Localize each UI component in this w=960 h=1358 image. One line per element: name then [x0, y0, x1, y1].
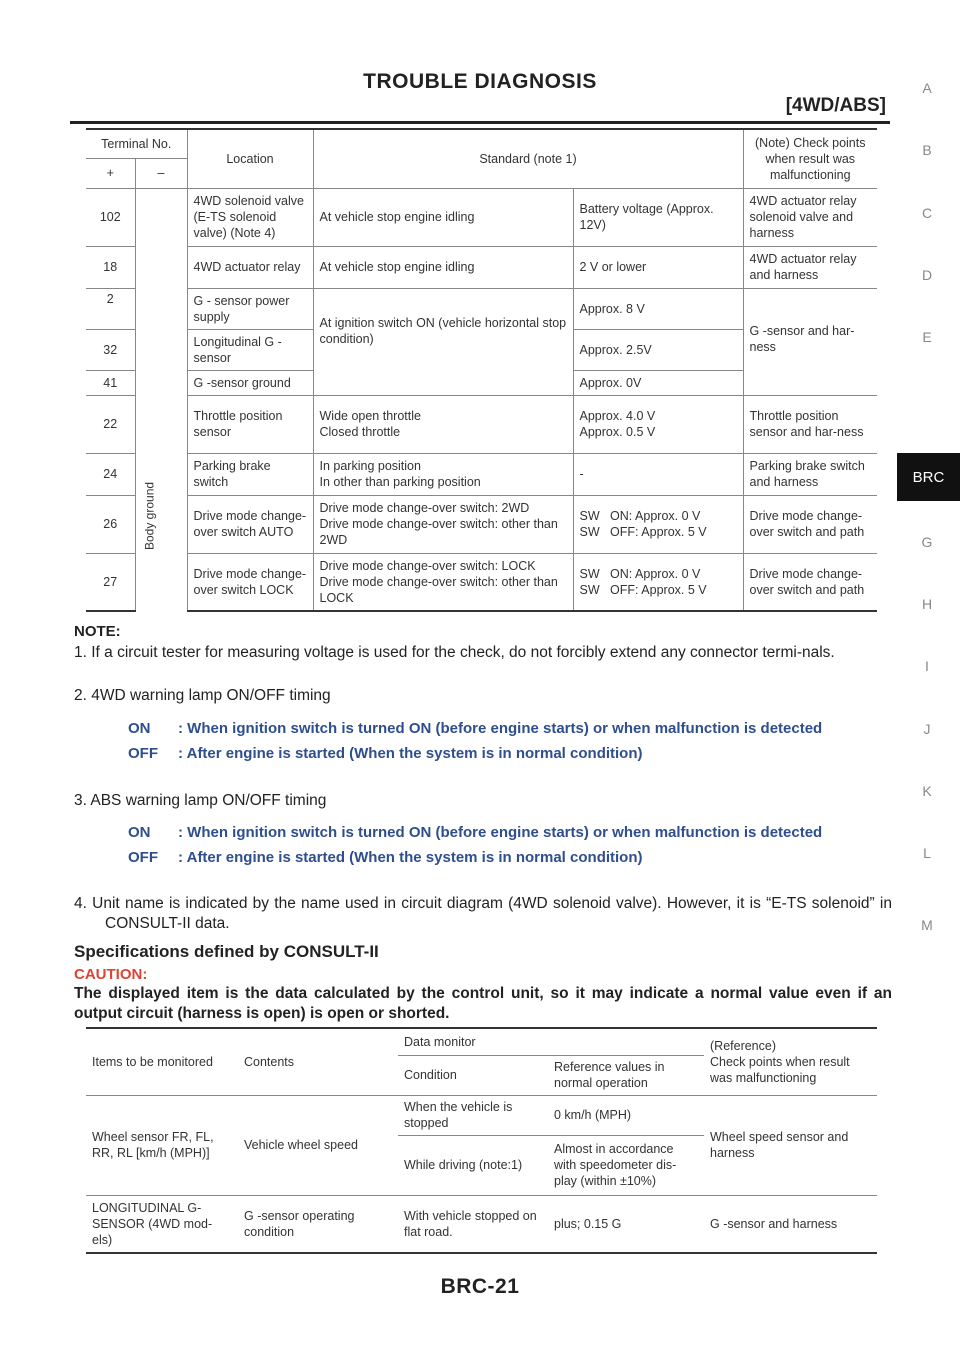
standard: 2 V or lower — [573, 246, 743, 288]
check-point: 4WD actuator relay and harness — [743, 246, 877, 288]
note-3-text: 3. ABS warning lamp ON/OFF timing — [74, 792, 327, 809]
table-row — [86, 288, 877, 329]
hdr-terminal: Terminal No. — [86, 129, 187, 158]
hdr-condition: Condition — [398, 1055, 548, 1095]
note-3 — [74, 791, 892, 811]
side-index-j[interactable]: J — [923, 721, 931, 737]
table-row — [86, 395, 877, 453]
condition: While driving (note:1) — [398, 1135, 548, 1195]
terminal-table — [86, 128, 877, 612]
table-row — [86, 246, 877, 288]
side-index-d[interactable]: D — [921, 267, 933, 283]
terminal-no: 26 — [86, 495, 135, 553]
note-heading: NOTE: — [74, 623, 121, 640]
reference: plus; 0.15 G — [548, 1195, 704, 1253]
condition: In parking position In other than parking position — [313, 453, 573, 495]
hdr-check: (Note) Check points when result was malfunctioning — [743, 129, 877, 188]
check-point: G -sensor and harness — [704, 1195, 877, 1253]
hdr-location: Location — [187, 129, 313, 188]
check-point: Drive mode change-over switch and path — [743, 495, 877, 553]
standard: SW ON: Approx. 0 V SW OFF: Approx. 5 V — [573, 495, 743, 553]
side-index-g[interactable]: G — [921, 534, 933, 550]
side-index-c[interactable]: C — [921, 205, 933, 221]
terminal-no: 2 — [86, 288, 135, 329]
location: G -sensor ground — [187, 370, 313, 395]
standard: Battery voltage (Approx. 12V) — [573, 188, 743, 246]
condition: Drive mode change-over switch: 2WD Drive mode change-over switch: other than 2WD — [313, 495, 573, 553]
condition: At ignition switch ON (vehicle horizontal stop condition) — [313, 288, 573, 395]
side-index-m[interactable]: M — [921, 917, 933, 933]
on-label: ON — [128, 824, 151, 841]
note-2 — [74, 686, 892, 706]
condition: With vehicle stopped on flat road. — [398, 1195, 548, 1253]
contents: G -sensor operating condition — [238, 1195, 398, 1253]
hdr-contents: Contents — [238, 1028, 398, 1095]
standard: SW ON: Approx. 0 V SW OFF: Approx. 5 V — [573, 553, 743, 611]
note-3-timing — [128, 822, 848, 868]
on-text: : When ignition switch is turned ON (before engine starts) or when malfunction is detected — [178, 824, 823, 841]
check-point: Drive mode change-over switch and path — [743, 553, 877, 611]
note-4-text: 4. Unit name is indicated by the name used in circuit diagram (4WD solenoid valve). However, it is “E-TS solenoid” in CONSULT-II data. — [74, 895, 892, 932]
location: 4WD solenoid valve (E-TS solenoid valve) (Note 4) — [187, 188, 313, 246]
standard: Approx. 2.5V — [573, 329, 743, 370]
note-2-text: 2. 4WD warning lamp ON/OFF timing — [74, 687, 331, 704]
consult-table — [86, 1027, 877, 1254]
side-index-e[interactable]: E — [922, 329, 932, 345]
table-row — [86, 188, 877, 246]
table-row — [86, 453, 877, 495]
page-subtitle: [4WD/ABS] — [785, 95, 886, 116]
check-point: G -sensor and har-ness — [743, 288, 877, 395]
reference: 0 km/h (MPH) — [548, 1095, 704, 1135]
table-row — [86, 1095, 877, 1135]
item: Wheel sensor FR, FL, RR, RL [km/h (MPH)] — [86, 1095, 238, 1195]
on-text: : When ignition switch is turned ON (before engine starts) or when malfunction is detected — [178, 720, 823, 737]
location: Longitudinal G - sensor — [187, 329, 313, 370]
standard: Approx. 8 V — [573, 288, 743, 329]
standard: Approx. 0V — [573, 370, 743, 395]
location: Drive mode change-over switch AUTO — [187, 495, 313, 553]
item: LONGITUDINAL G-SENSOR (4WD mod-els) — [86, 1195, 238, 1253]
terminal-no: 102 — [86, 188, 135, 246]
side-index-b[interactable]: B — [922, 142, 932, 158]
caution-text: The displayed item is the data calculated by the control unit, so it may indicate a normal value even if an output circuit (harness is open) is open or shorted. — [74, 985, 892, 1022]
caution-label: CAUTION: — [74, 966, 148, 983]
off-label: OFF — [128, 745, 158, 762]
hdr-minus: – — [135, 158, 187, 188]
hdr-check: (Reference) Check points when result was malfunctioning — [704, 1028, 877, 1095]
condition: Wide open throttle Closed throttle — [313, 395, 573, 453]
body-ground-label: Body ground — [135, 188, 187, 611]
note-1-text: 1. If a circuit tester for measuring voltage is used for the check, do not forcibly extend any connector termi-nals. — [74, 644, 835, 661]
terminal-no: 24 — [86, 453, 135, 495]
note-2-timing — [128, 718, 848, 764]
terminal-no: 22 — [86, 395, 135, 453]
condition: At vehicle stop engine idling — [313, 188, 573, 246]
condition: When the vehicle is stopped — [398, 1095, 548, 1135]
note-4 — [74, 894, 892, 934]
section-title: Specifications defined by CONSULT-II — [74, 942, 379, 961]
contents: Vehicle wheel speed — [238, 1095, 398, 1195]
hdr-reference: Reference values in normal operation — [548, 1055, 704, 1095]
table-row — [86, 553, 877, 611]
page-title: TROUBLE DIAGNOSIS — [363, 70, 597, 93]
side-index-l[interactable]: L — [923, 845, 931, 861]
condition: At vehicle stop engine idling — [313, 246, 573, 288]
check-point: Wheel speed sensor and harness — [704, 1095, 877, 1195]
off-text: : After engine is started (When the system is in normal condition) — [178, 849, 643, 866]
page-number: BRC-21 — [440, 1275, 520, 1298]
standard: Approx. 4.0 V Approx. 0.5 V — [573, 395, 743, 453]
table-row — [86, 1195, 877, 1253]
standard: - — [573, 453, 743, 495]
reference: Almost in accordance with speedometer dis-play (within ±10%) — [548, 1135, 704, 1195]
check-point: Parking brake switch and harness — [743, 453, 877, 495]
terminal-no: 27 — [86, 553, 135, 611]
side-index-k[interactable]: K — [922, 783, 932, 799]
location: Throttle position sensor — [187, 395, 313, 453]
hdr-items: Items to be monitored — [86, 1028, 238, 1095]
condition: Drive mode change-over switch: LOCK Drive mode change-over switch: other than LOCK — [313, 553, 573, 611]
hdr-plus: + — [86, 158, 135, 188]
table-row — [86, 495, 877, 553]
on-label: ON — [128, 720, 151, 737]
check-point: 4WD actuator relay solenoid valve and harness — [743, 188, 877, 246]
header-rule — [70, 121, 890, 124]
side-index-a[interactable]: A — [922, 80, 932, 96]
location: 4WD actuator relay — [187, 246, 313, 288]
location: G - sensor power supply — [187, 288, 313, 329]
terminal-no: 32 — [86, 329, 135, 370]
location: Parking brake switch — [187, 453, 313, 495]
terminal-no: 41 — [86, 370, 135, 395]
check-point: Throttle position sensor and har-ness — [743, 395, 877, 453]
off-label: OFF — [128, 849, 158, 866]
side-index-h[interactable]: H — [921, 596, 933, 612]
note-1 — [74, 643, 892, 663]
side-index-i[interactable]: I — [925, 658, 929, 674]
off-text: : After engine is started (When the system is in normal condition) — [178, 745, 643, 762]
terminal-no: 18 — [86, 246, 135, 288]
location: Drive mode change-over switch LOCK — [187, 553, 313, 611]
side-index-brc-active[interactable]: BRC — [897, 453, 960, 501]
hdr-standard: Standard (note 1) — [313, 129, 743, 188]
hdr-data-monitor: Data monitor — [398, 1028, 704, 1055]
